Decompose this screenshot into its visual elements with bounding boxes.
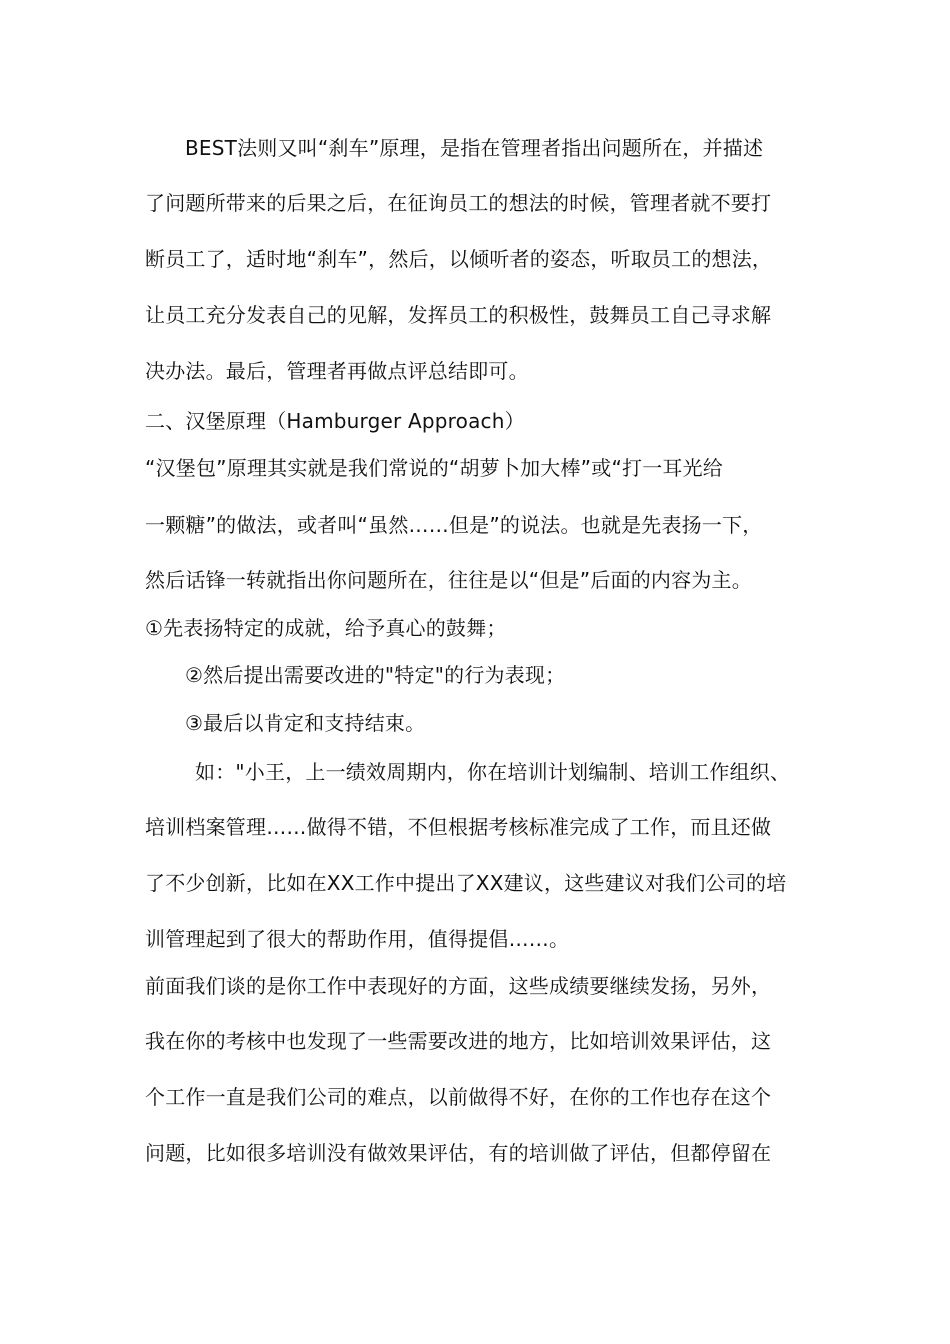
paragraph-line: 我在你的考核中也发现了一些需要改进的地方，比如培训效果评估，这 [145, 1029, 772, 1053]
example-line: 训管理起到了很大的帮助作用，值得提倡……。 [145, 927, 570, 951]
list-item: ③最后以肯定和支持结束。 [185, 711, 426, 735]
paragraph-line: “汉堡包”原理其实就是我们常说的“胡萝卜加大棒”或“打一耳光给 [145, 456, 724, 480]
example-line: 如："小王，上一绩效周期内，你在培训计划编制、培训工作组织、 [195, 760, 791, 784]
paragraph-line: BEST法则又叫“刹车”原理，是指在管理者指出问题所在，并描述 [185, 136, 764, 160]
list-item: ②然后提出需要改进的"特定"的行为表现； [185, 663, 566, 687]
example-line: 了不少创新，比如在XX工作中提出了XX建议，这些建议对我们公司的培 [145, 871, 787, 895]
paragraph-line: 一颗糖”的做法，或者叫“虽然……但是”的说法。也就是先表扬一下， [145, 513, 763, 537]
paragraph-line: 然后话锋一转就指出你问题所在，往往是以“但是”后面的内容为主。 [145, 568, 752, 592]
paragraph-line: 前面我们谈的是你工作中表现好的方面，这些成绩要继续发扬，另外， [145, 974, 772, 998]
section-heading: 二、汉堡原理（Hamburger Approach） [145, 409, 525, 433]
paragraph-line: 个工作一直是我们公司的难点，以前做得不好，在你的工作也存在这个 [145, 1085, 772, 1109]
paragraph-line: 让员工充分发表自己的见解，发挥员工的积极性，鼓舞员工自己寻求解 [145, 303, 772, 327]
paragraph-line: 决办法。最后，管理者再做点评总结即可。 [145, 359, 529, 383]
paragraph-line: 断员工了，适时地“刹车”，然后，以倾听者的姿态，听取员工的想法， [145, 247, 773, 271]
example-line: 培训档案管理……做得不错，不但根据考核标准完成了工作，而且还做 [145, 815, 772, 839]
list-item: ①先表扬特定的成就，给予真心的鼓舞； [145, 616, 507, 640]
paragraph-line: 问题，比如很多培训没有做效果评估，有的培训做了评估，但都停留在 [145, 1141, 772, 1165]
paragraph-line: 了问题所带来的后果之后，在征询员工的想法的时候，管理者就不要打 [145, 191, 772, 215]
